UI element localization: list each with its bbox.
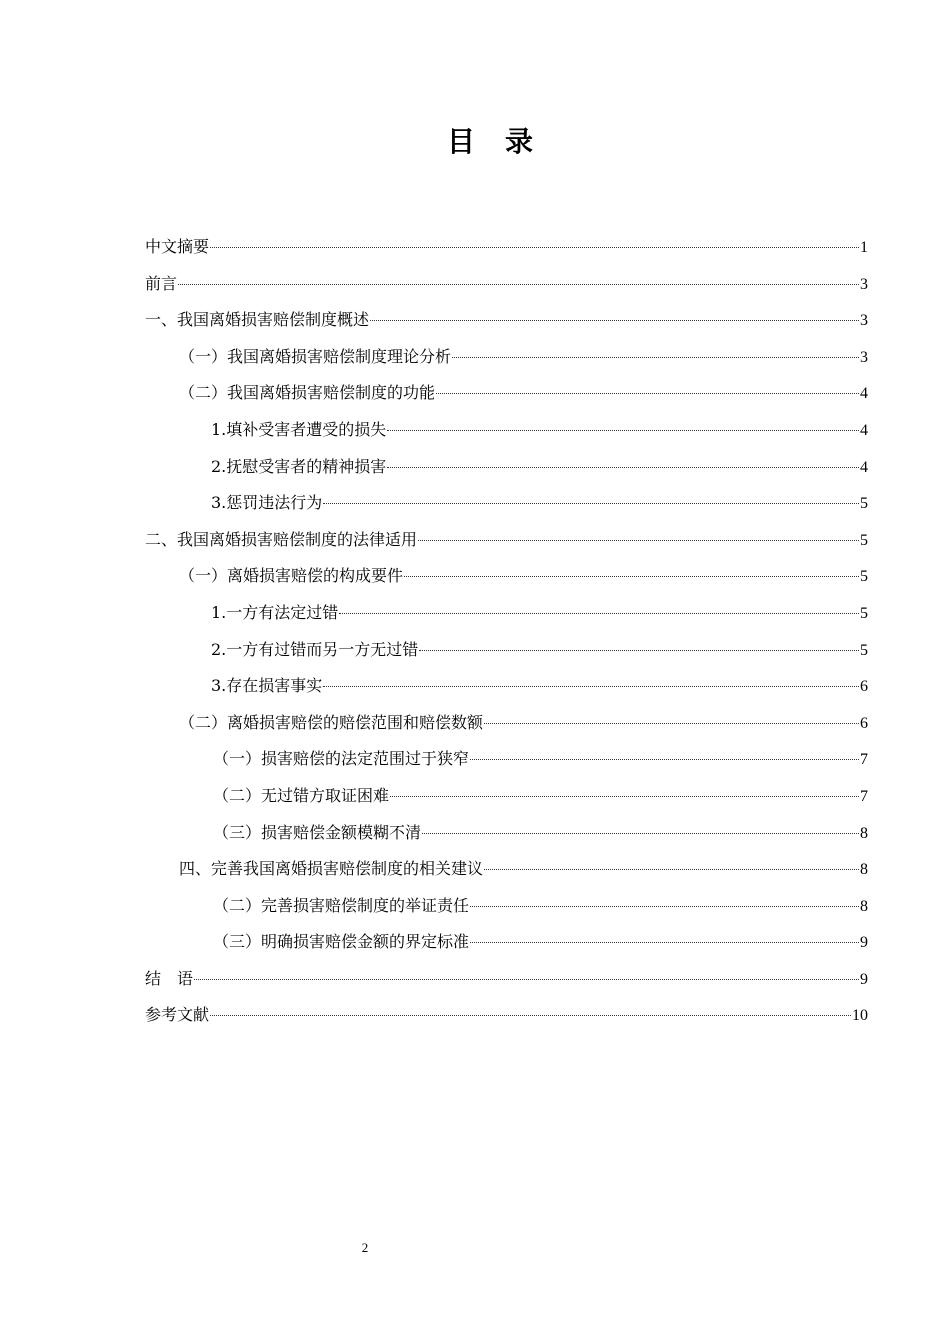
toc-entry[interactable]: [145, 744, 868, 781]
toc-entry-label: 2.抚慰受害者的精神损害: [211, 456, 387, 476]
toc-dot-leader: [390, 796, 859, 797]
toc-entry-label: 二、我国离婚损害赔偿制度的法律适用: [145, 529, 418, 549]
toc-dot-leader: [404, 576, 859, 577]
toc-entry-label: （三）明确损害赔偿金额的界定标准: [213, 932, 470, 952]
toc-entry[interactable]: [145, 232, 868, 269]
toc-entry-label: （一）离婚损害赔偿的构成要件: [179, 566, 404, 586]
toc-dot-leader: [484, 723, 859, 724]
toc-entry-page: 9: [860, 934, 868, 952]
toc-entry-label: 1.填补受害者遭受的损失: [211, 419, 387, 439]
toc-entry-page: 3: [860, 312, 868, 330]
toc-entry[interactable]: [145, 415, 868, 452]
toc-dot-leader: [210, 1015, 851, 1016]
toc-entry[interactable]: [145, 781, 868, 818]
toc-dot-leader: [370, 320, 859, 321]
toc-entry-page: 8: [860, 824, 868, 842]
toc-dot-leader: [178, 284, 859, 285]
toc-entry-label: 一、我国离婚损害赔偿制度概述: [145, 310, 370, 330]
toc-entry-page: 3: [860, 348, 868, 366]
toc-dot-leader: [387, 430, 859, 431]
toc-entry-page: 9: [860, 970, 868, 988]
toc-entry[interactable]: [145, 927, 868, 964]
toc-entry[interactable]: [145, 818, 868, 855]
toc-entry[interactable]: [145, 269, 868, 306]
toc-entry-page: 6: [860, 678, 868, 696]
toc-entry-label: 3.存在损害事实: [211, 676, 323, 696]
toc-dot-leader: [470, 759, 859, 760]
toc-entry[interactable]: [145, 378, 868, 415]
toc-dot-leader: [452, 357, 859, 358]
toc-dot-leader: [470, 942, 859, 943]
toc-entry[interactable]: [145, 598, 868, 635]
toc-entry-label: （二）离婚损害赔偿的赔偿范围和赔偿数额: [179, 712, 484, 732]
toc-entry-page: 8: [860, 897, 868, 915]
toc-entry-page: 5: [860, 604, 868, 622]
toc-entry[interactable]: [145, 342, 868, 379]
toc-entry-page: 7: [860, 751, 868, 769]
toc-entry-page: 5: [860, 495, 868, 513]
toc-entry[interactable]: [145, 635, 868, 672]
toc-dot-leader: [210, 247, 859, 248]
toc-entry-label: （一）我国离婚损害赔偿制度理论分析: [179, 346, 452, 366]
toc-entry-label: （一）损害赔偿的法定范围过于狭窄: [213, 749, 470, 769]
toc-entry-page: 5: [860, 531, 868, 549]
toc-dot-leader: [418, 540, 859, 541]
toc-entry-page: 1: [860, 239, 868, 256]
toc-entry-label: 结 语: [145, 968, 194, 988]
toc-entry-page: 5: [860, 641, 868, 659]
toc-entry-page: 4: [860, 385, 868, 403]
toc-entry-label: 前言: [145, 273, 178, 293]
toc-entry-page: 6: [860, 714, 868, 732]
page-number: 2: [361, 1240, 369, 1255]
toc-entry-page: 7: [860, 787, 868, 805]
toc-dot-leader: [436, 393, 859, 394]
toc-dot-leader: [194, 979, 859, 980]
toc-entry-label: （二）无过错方取证困难: [213, 785, 390, 805]
toc-dot-leader: [422, 833, 859, 834]
toc-entry[interactable]: [145, 671, 868, 708]
toc-entry[interactable]: [145, 891, 868, 928]
toc-entry-label: 四、完善我国离婚损害赔偿制度的相关建议: [179, 859, 484, 879]
toc-dot-leader: [484, 869, 859, 870]
toc-dot-leader: [323, 503, 859, 504]
toc-entry-label: 1.一方有法定过错: [211, 602, 339, 622]
toc-entry-label: （三）损害赔偿金额模糊不清: [213, 822, 422, 842]
toc-entry[interactable]: [145, 561, 868, 598]
toc-entry-page: 4: [860, 458, 868, 476]
toc-entry[interactable]: [145, 964, 868, 1001]
toc-entry[interactable]: [145, 708, 868, 745]
toc-entry-label: （二）完善损害赔偿制度的举证责任: [213, 895, 470, 915]
page-title: 目录: [446, 125, 563, 158]
toc-entry[interactable]: [145, 452, 868, 489]
toc-entry-label: 3.惩罚违法行为: [211, 493, 323, 513]
toc-entry-label: 参考文献: [145, 1005, 210, 1025]
toc-entry-page: 10: [852, 1007, 868, 1025]
toc-dot-leader: [339, 613, 859, 614]
toc-dot-leader: [323, 686, 859, 687]
toc-entry[interactable]: [145, 305, 868, 342]
toc-dot-leader: [419, 650, 859, 651]
toc-dot-leader: [387, 467, 859, 468]
toc-entry-label: 中文摘要: [145, 237, 210, 256]
toc-entry[interactable]: [145, 1000, 868, 1037]
toc-entry-page: 5: [860, 568, 868, 586]
toc-entry-label: （二）我国离婚损害赔偿制度的功能: [179, 383, 436, 403]
toc-entry[interactable]: [145, 854, 868, 891]
toc-entry-label: 2.一方有过错而另一方无过错: [211, 639, 419, 659]
toc-entry[interactable]: [145, 488, 868, 525]
toc-entry[interactable]: [145, 525, 868, 562]
table-of-contents: [145, 232, 868, 1037]
toc-dot-leader: [470, 906, 859, 907]
toc-entry-page: 3: [860, 275, 868, 293]
toc-entry-page: 8: [860, 861, 868, 879]
toc-entry-page: 4: [860, 421, 868, 439]
